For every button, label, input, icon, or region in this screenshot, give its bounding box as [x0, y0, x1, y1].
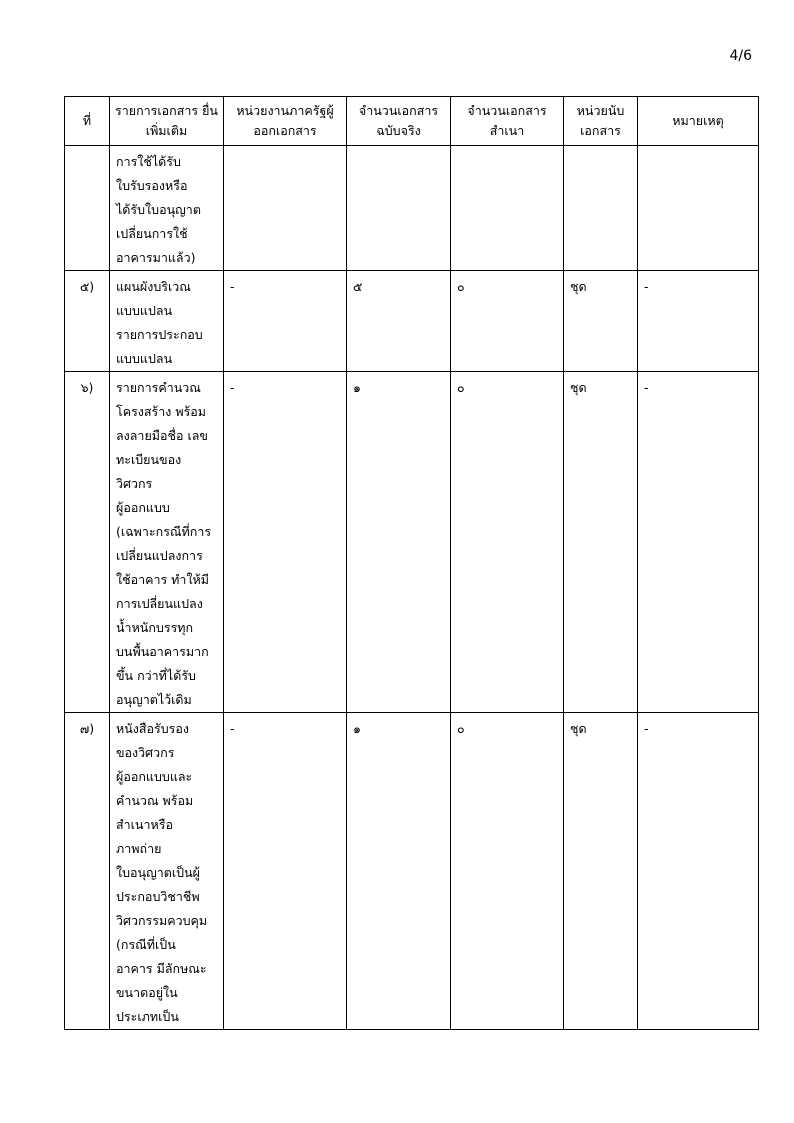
row-copy-count: ๐: [451, 713, 564, 1030]
header-remark: หมายเหตุ: [638, 97, 759, 146]
row-number: [65, 146, 110, 271]
item-line: ขนาดอยู่ใน: [116, 985, 178, 1000]
page-number: 4/6: [729, 48, 752, 64]
row-item: [110, 713, 224, 1030]
row-remark: -: [638, 372, 759, 713]
table-header-row: [65, 97, 759, 146]
item-line: วิศวกร: [116, 476, 153, 491]
row-number: ๕): [65, 271, 110, 372]
row-copy-count: ๐: [451, 372, 564, 713]
item-line: ลงลายมือชื่อ เลข: [116, 428, 208, 443]
table-row: [65, 271, 759, 372]
row-item: [110, 372, 224, 713]
row-unit: ชุด: [564, 372, 638, 713]
row-item: [110, 146, 224, 271]
item-line: แบบแปลน: [116, 303, 173, 318]
header-copy-count: จำนวนเอกสาร สำเนา: [451, 97, 564, 146]
row-unit: ชุด: [564, 271, 638, 372]
item-line: ทะเบียนของ: [116, 452, 182, 467]
item-line: เปลี่ยนแปลงการ: [116, 548, 203, 563]
item-line: ภาพถ่าย: [116, 841, 162, 856]
item-line: คำนวณ พร้อม: [116, 793, 194, 808]
item-line: ผู้ออกแบบและ: [116, 769, 193, 784]
item-line: บนพื้นอาคารมาก: [116, 644, 209, 659]
row-copy-count: ๐: [451, 271, 564, 372]
row-number: ๗): [65, 713, 110, 1030]
item-line: ขึ้น กว่าที่ได้รับ: [116, 668, 196, 683]
header-item: รายการเอกสาร ยื่นเพิ่มเติม: [110, 97, 224, 146]
row-agency: [224, 146, 347, 271]
item-line: เปลี่ยนการใช้: [116, 226, 188, 241]
table-row: [65, 713, 759, 1030]
item-line: (กรณีที่เป็น: [116, 937, 176, 952]
header-no: ที่: [65, 97, 110, 146]
header-agency: หน่วยงานภาครัฐผู้ ออกเอกสาร: [224, 97, 347, 146]
item-line: แบบแปลน: [116, 351, 173, 366]
row-original-count: ๑: [347, 713, 451, 1030]
item-line: ได้รับใบอนุญาต: [116, 202, 201, 217]
row-remark: -: [638, 271, 759, 372]
item-line: การเปลี่ยนแปลง: [116, 596, 203, 611]
row-agency: -: [224, 372, 347, 713]
item-line: ประเภทเป็น: [116, 1009, 179, 1024]
row-remark: [638, 146, 759, 271]
item-line: อาคาร มีลักษณะ: [116, 961, 207, 976]
row-unit: [564, 146, 638, 271]
item-line: การใช้ได้รับ: [116, 154, 181, 169]
row-original-count: ๑: [347, 372, 451, 713]
item-line: รายการประกอบ: [116, 327, 203, 342]
item-line: วิศวกรรมควบคุม: [116, 913, 208, 928]
item-line: อนุญาตไว้เดิม: [116, 692, 192, 707]
item-line: รายการคำนวณ: [116, 380, 201, 395]
row-copy-count: [451, 146, 564, 271]
item-line: น้ำหนักบรรทุก: [116, 620, 194, 635]
row-original-count: ๕: [347, 271, 451, 372]
item-line: อาคารมาแล้ว): [116, 250, 196, 265]
header-original-count: จำนวนเอกสาร ฉบับจริง: [347, 97, 451, 146]
item-line: ผู้ออกแบบ: [116, 500, 170, 515]
documents-table: [64, 96, 759, 1030]
item-line: ใบรับรองหรือ: [116, 178, 188, 193]
item-line: ใบอนุญาตเป็นผู้: [116, 865, 200, 880]
table-row: [65, 146, 759, 271]
header-unit: หน่วยนับ เอกสาร: [564, 97, 638, 146]
item-line: ประกอบวิชาชีพ: [116, 889, 200, 904]
row-item: [110, 271, 224, 372]
item-line: ของวิศวกร: [116, 745, 175, 760]
row-agency: -: [224, 713, 347, 1030]
row-original-count: [347, 146, 451, 271]
item-line: โครงสร้าง พร้อม: [116, 404, 207, 419]
item-line: สำเนาหรือ: [116, 817, 173, 832]
row-agency: -: [224, 271, 347, 372]
row-remark: -: [638, 713, 759, 1030]
item-line: แผนผังบริเวณ: [116, 279, 191, 294]
item-line: (เฉพาะกรณีที่การ: [116, 524, 212, 539]
row-unit: ชุด: [564, 713, 638, 1030]
item-line: ใช้อาคาร ทำให้มี: [116, 572, 210, 587]
item-line: หนังสือรับรอง: [116, 721, 189, 736]
row-number: ๖): [65, 372, 110, 713]
table-row: [65, 372, 759, 713]
